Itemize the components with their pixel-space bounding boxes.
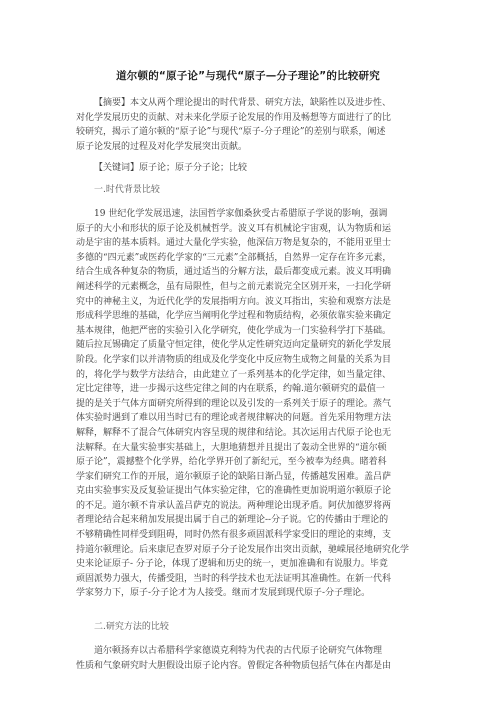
section-heading-methods	[76, 620, 422, 635]
body-line: 学家努力下，原子-分子论才为人接受。继而才发展到现代原子-分子理论。	[76, 588, 371, 599]
body-line: 性质和气象研究时大胆假设出原子论内容。曾假定各种物质包括气体在内都是由	[76, 660, 392, 671]
body-line: 阐述科学的元素概念，虽有局限性，但与之前元素说完全区别开来，一扫化学研	[76, 281, 392, 292]
section-heading-background	[76, 183, 422, 198]
body-line: 解释，解释不了混合气体研究内容呈现的规律和结论。其次运用古代原子论也无	[76, 427, 392, 438]
body-line: 的不足。道尔顿不肯承认盖吕萨克的说法。两种理论出现矛盾。阿伏加德罗将两	[76, 500, 392, 511]
section-heading: 二.研究方法的比较	[94, 622, 169, 632]
body-line: 原子论”，震撼整个化学界，给化学界开创了新纪元，至今被奉为经典。睹着科	[76, 457, 387, 468]
keywords	[76, 161, 422, 176]
body-line: 的，将化学与数学方法结合，由此建立了一系列基本的化学定律，如当量定律、	[76, 369, 392, 380]
body-line: 19 世纪化学发展迅速，法国哲学家伽桑狄受古希腊原子学说的影响，强调	[94, 209, 388, 219]
body-line: 不够精确性同样受到阻碍，同时仍然有很多顽固派科学家受旧的理论的束缚，支	[76, 530, 392, 541]
body-line: 史来论证原子- 分子论，体现了逻辑和历史的统一，更加准确和有说服力。毕竟	[76, 559, 388, 570]
body-line: 持道尔顿理论。后来康尼查罗对原子分子论发展作出突出贡献，驰嵘展径地研究化学	[76, 544, 410, 555]
body-line: 究中的神秘主义，为近代化学的发展指明方向。波义耳指出，实验和观察方法是	[76, 296, 392, 307]
body-line: 学家们研究工作的开展，道尔顿原子论的缺陷日渐凸显，传播越发困难。盖吕萨	[76, 471, 392, 482]
abstract-line: 原子论发展的过程及对化学发展突出贡献。	[76, 141, 248, 152]
body-line: 原子的大小和形状的原子论及机械哲学。波义耳有机械论宇宙观，认为物质和运	[76, 223, 392, 234]
body-line: 多德的“四元素”或医药化学家的“三元素”全部概括，自然界一定存在许多元素，	[76, 252, 392, 263]
abstract-line: 【摘要】本文从两个理论提出的时代背景、研究方法，缺陷性以及进步性、	[94, 98, 392, 108]
body-line: 体实验时遇到了难以用当时已有的理论或者规律解决的问题。首先采用物理方法	[76, 413, 392, 424]
body-line: 阶段。化学家们以并清物质的组成及化学变化中反应物生成物之间量的关系为目	[76, 354, 392, 365]
abstract-line: 对化学发展历史的贡献、对未来化学原子论发展的作用及畅想等方面进行了的比	[76, 112, 392, 123]
keywords-line: 【关键词】原子论；原子分子论；比较	[94, 163, 248, 173]
body-line: 顽固派势力强大，传播受阻，当时的科学技术也无法证明其准确性。在新一代科	[76, 573, 392, 584]
body-line: 道尔顿扬弃以古希腊科学家德谟克利特为代表的古代原子论研究气体物理	[94, 646, 383, 656]
body-line: 形成科学思维的基础，化学应当阐明化学过程和物质结构，必须依靠实验来确定	[76, 311, 392, 322]
body-line: 动是宇宙的基本质料。通过大量化学实验，他深信万物是复杂的，不能用亚里士	[76, 238, 392, 249]
paper-title: 道尔顿的“原子论”与现代“原子—分子理论”的比较研究	[116, 70, 380, 82]
body-line: 基本规律，他把严密的实验引入化学研究，使化学成为一门实验科学打下基础。	[76, 325, 392, 336]
body-line: 者理论结合起来稍加发展提出属于自己的新理论--分子说。它的传播由于理论的	[76, 515, 389, 526]
body-line: 克由实验事实及反复验证提出气体实验定律，它的准确性更加说明道尔顿原子论	[76, 486, 392, 497]
section-heading: 一.时代背景比较	[94, 185, 160, 195]
section-body-methods	[76, 644, 422, 673]
section-body-background	[76, 207, 422, 601]
abstract-line: 较研究，揭示了道尔顿的“原子论”与现代“原子-分子理论”的差别与联系，阐述	[76, 127, 386, 138]
abstract	[76, 96, 422, 154]
body-line: 提的是关于气体方面研究所得到的理论以及引发的一系列关于原子的理论。蒸气	[76, 398, 392, 409]
body-line: 随后拉瓦锡确定了质量守恒定律，使化学从定性研究迈向定量研究的新化学发展	[76, 340, 392, 351]
body-line: 定比定律等，进一步揭示这些定律之间的内在联系，约翰.道尔顿研究的最值一	[76, 384, 385, 395]
body-line: 结合生成各种复杂的物质，通过适当的分解方法，最后都变成元素。波义耳明确	[76, 267, 392, 278]
body-line: 法解释。在大量实验事实基础上，大胆地猜想并且提出了轰动全世界的“道尔顿	[76, 442, 387, 453]
